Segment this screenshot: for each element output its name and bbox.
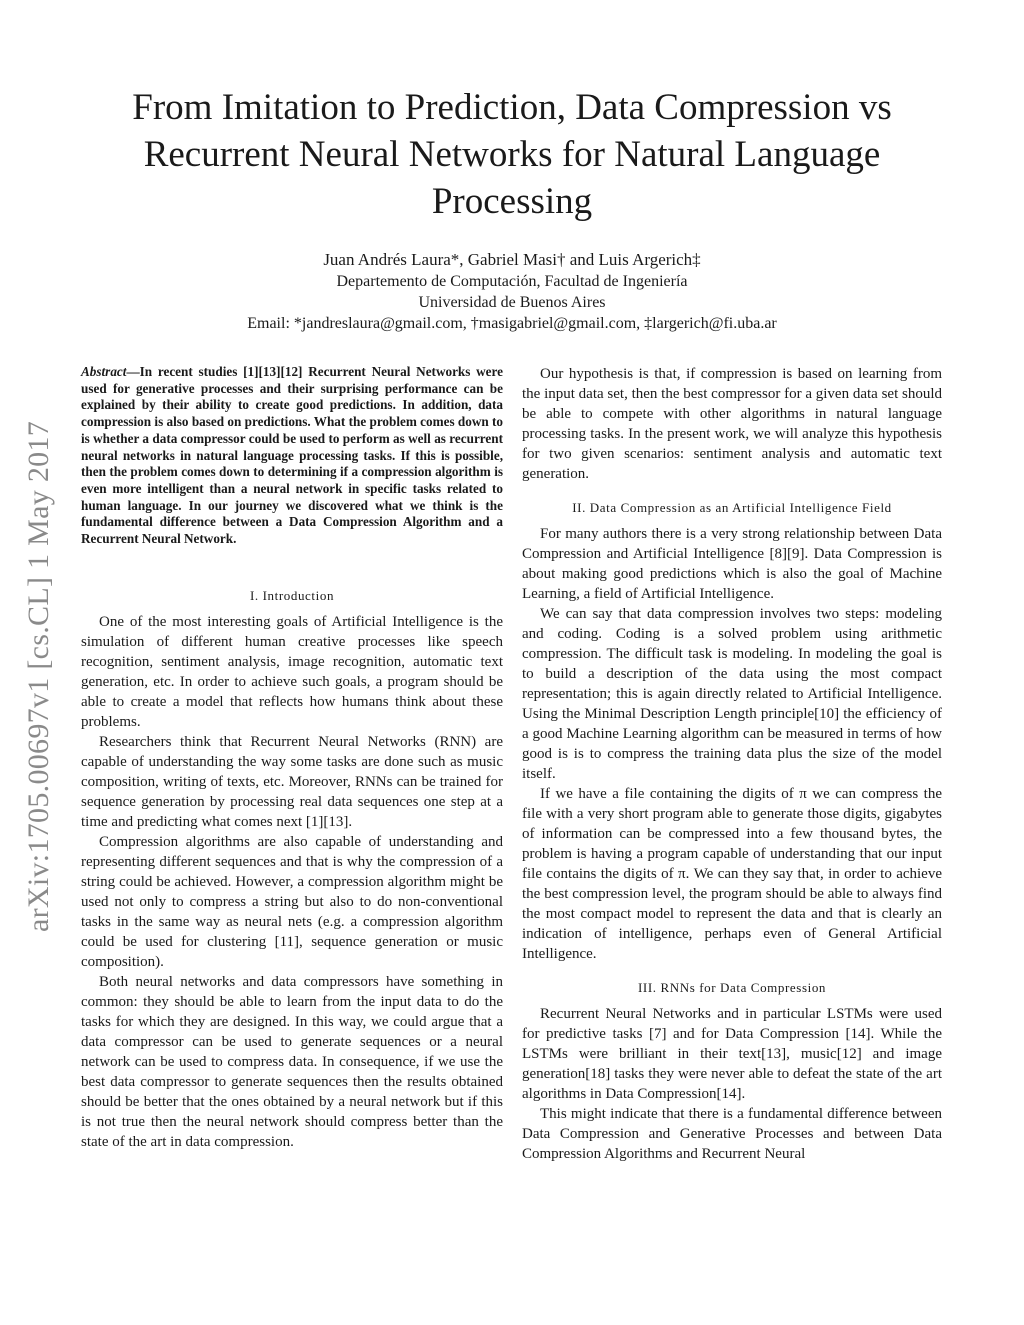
rnn-paragraph: Recurrent Neural Networks and in particular LSTMs were used for predictive tasks [7] and for Data Compression [14]. While the LSTMs were brilliant in their text[13], music[12] and image generation[18] tasks they were never able to defeat the state of the art algorithms in Data Compression[14]. <box>522 1006 942 1102</box>
rnn-paragraph: This might indicate that there is a fundamental difference between Data Compression and Generative Processes and between Data Compression Algorithms and Recurrent Neural <box>522 1106 942 1162</box>
intro-paragraph: Both neural networks and data compressors have something in common: they should be able to learn from the input data to do the tasks for which they are designed. In this way, we could argue that a data compressor can be used to generate sequences or a neural network can be used to compress data. In consequence, if we use the best data compressor to generate sequences then the results obtained should be better that the ones obtained by a neural network but if this is not true then the neural network should compress better than the state of the art in data compression. <box>81 973 503 1150</box>
section-heading-introduction: I. Introduction <box>249 587 335 603</box>
abstract-lead: Abstract <box>81 364 127 379</box>
abstract-text: —In recent studies [1][13][12] Recurrent Neural Networks were used for generative processes and their surprising performance can be explained by their ability to create good predictions. In addition, data compression is also based on predictions. What the problem comes down to is whether a data compressor could be used to perform as well as recurrent neural networks in natural language processing tasks. If this is possible, then the problem comes down to determining if a compression algorithm is even more intelligent than a neural network in specific tasks related to human language. In our journey we discovered what we think is the fundamental difference between a Data Compression Algorithm and a Recurrent Neural Network. <box>81 364 503 547</box>
left-column <box>81 364 503 1152</box>
abstract <box>81 364 503 548</box>
dc-paragraph: If we have a file containing the digits of π we can compress the file with a very short program able to generate those digits, gigabytes of information can be compressed into a few thousand bytes, the problem is having a program capable of understanding that our input file contains the digits of π. We can they say that, in order to achieve the best compression level, the program should be able to always find the most compact model to represent the data and that is clearly an indication of intelligence, perhaps even of General Artificial Intelligence. <box>522 786 942 962</box>
dc-paragraph: We can say that data compression involves two steps: modeling and coding. Coding is a solved problem using arithmetic compression. The difficult task is modeling. In modeling the goal is to build a description of the data using the most compact representation; this is again directly related to Artificial Intelligence. Using the Minimal Description Length principle[10] the efficiency of a good Machine Learning algorithm can be measured in terms of how good is is to compress the training data plus the size of the model itself. <box>522 606 942 782</box>
intro-paragraph: Researchers think that Recurrent Neural Networks (RNN) are capable of understanding the way some tasks are done such as music composition, writing of texts, etc. Moreover, RNNs can be trained for sequence generation by processing real data sequences one step at a time and predicting what comes next [1][13]. <box>81 733 503 830</box>
arxiv-stamp: arXiv:1705.00697v1 [cs.CL] 1 May 2017 <box>22 420 55 932</box>
section-heading-data-compression-ai: II. Data Compression as an Artificial Intelligence Field <box>572 500 892 515</box>
author-block <box>100 248 924 334</box>
section-heading-rnns: III. RNNs for Data Compression <box>637 980 827 995</box>
intro-paragraph: Compression algorithms are also capable of understanding and representing different sequences and that is why the compression of a string could be achieved. However, a compression algorithm might be used not only to compress a string but also to do non-conventional tasks in the same way as neural nets (e.g. a compression algorithm could be used for clustering [11], sequence generation or music composition). <box>81 833 503 970</box>
intro-paragraph: One of the most interesting goals of Artificial Intelligence is the simulation of different human creative processes like speech recognition, sentiment analysis, image recognition, automatic text generation, etc. In order to achieve such goals, a program should be able to create a model that reflects how humans think about these problems. <box>81 613 503 730</box>
affiliation-university: Universidad de Buenos Aires <box>418 294 606 311</box>
paper-title: From Imitation to Prediction, Data Compression vs Recurrent Neural Networks for Natural Language Processing <box>132 87 892 222</box>
author-names: Juan Andrés Laura*, Gabriel Masi† and Luis Argerich‡ <box>323 250 701 269</box>
right-column <box>522 364 942 1164</box>
dc-paragraph: For many authors there is a very strong relationship between Data Compression and Artificial Intelligence [8][9]. Data Compression is about making good predictions which is also the goal of Machine Learning, a field of Artificial Intelligence. <box>522 526 942 602</box>
affiliation-department: Departemento de Computación, Facultad de Ingeniería <box>336 273 688 290</box>
hypothesis-paragraph: Our hypothesis is that, if compression is based on learning from the input data set, then the best compressor for a given data set should be able to compete with other algorithms in natural language processing tasks. In the present work, we will analyze this hypothesis for two given scenarios: sentiment analysis and automatic text generation. <box>522 366 942 482</box>
author-emails: Email: *jandreslaura@gmail.com, †masigabriel@gmail.com, ‡largerich@fi.uba.ar <box>247 315 777 332</box>
